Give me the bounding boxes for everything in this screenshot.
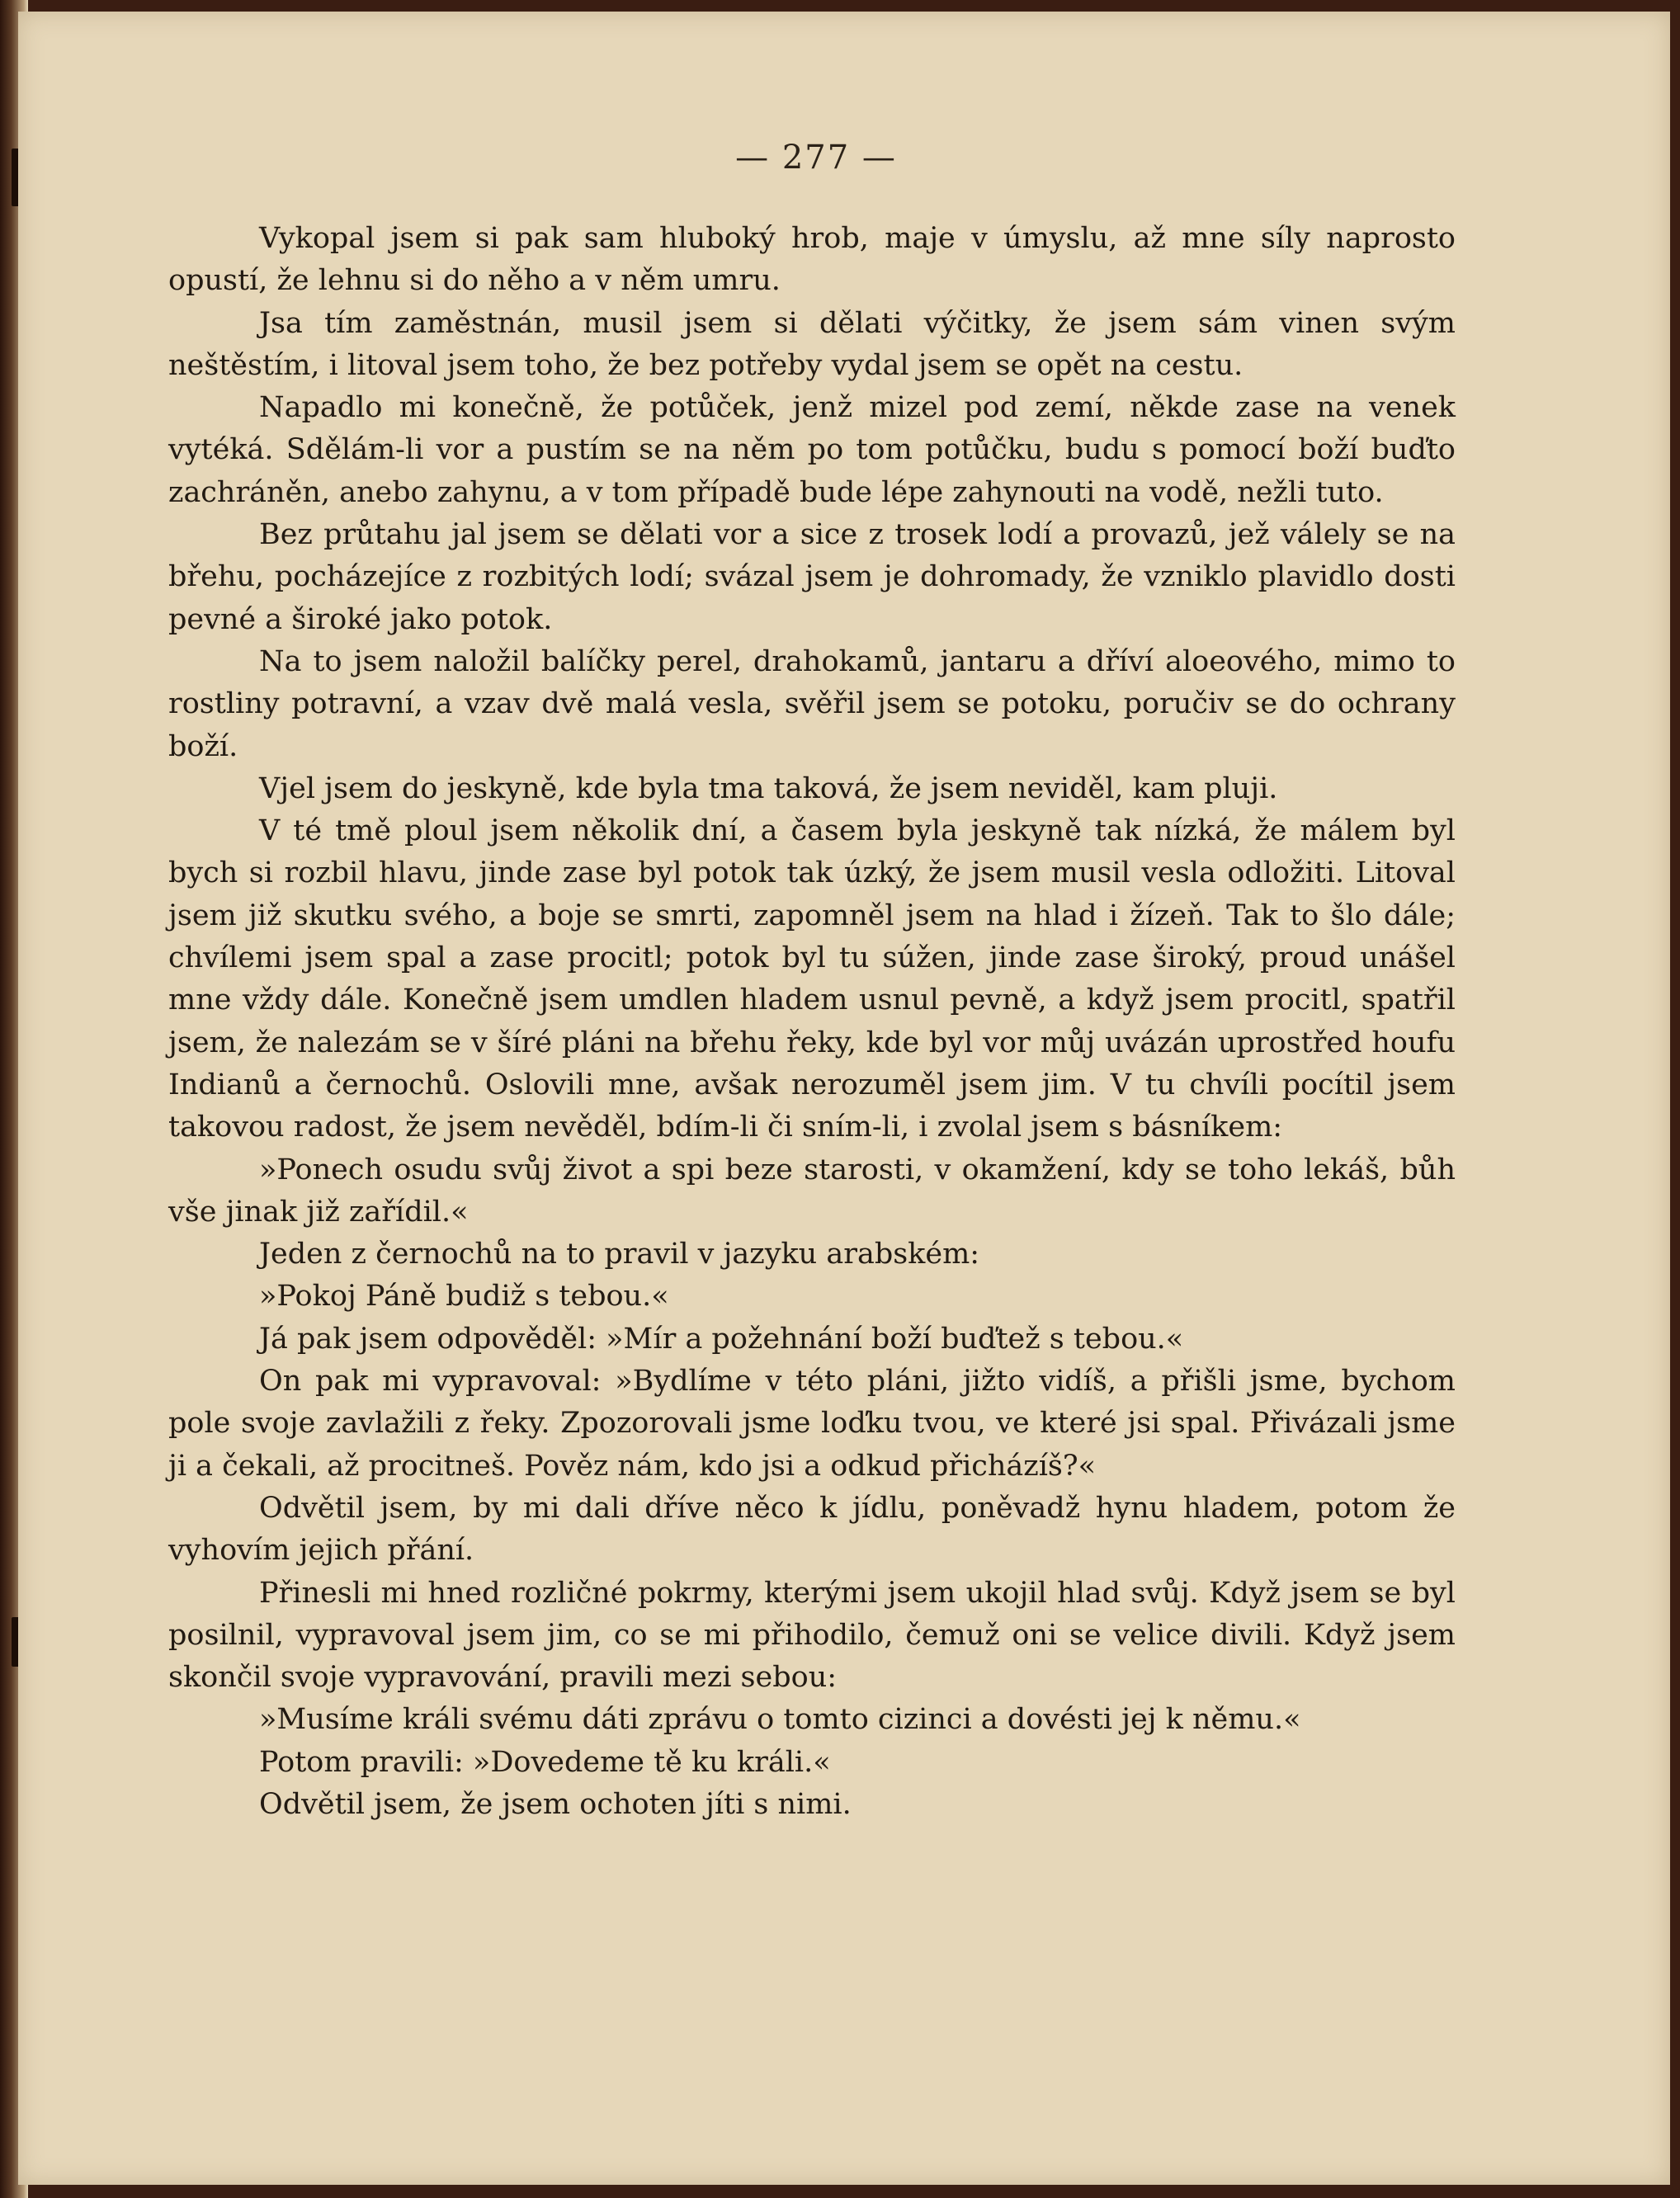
page-number: — 277 —	[735, 139, 897, 177]
paragraph: Přinesli mi hned rozličné pokrmy, kterými jsem ukojil hlad svůj. Když jsem se byl posilnil, vypravoval jsem jim, co se mi přihodilo, čemuž oni se velice divili. Když jsem skončil svoje vypravování, pravili mezi sebou:	[168, 1576, 1456, 1695]
paragraph: On pak mi vypravoval: »Bydlíme v této pláni, jižto vidíš, a přišli jsme, bychom pole svoje zavlažili z řeky. Zpozorovali jsme loďku tvou, ve které jsi spal. Přivázali jsme ji a čekali, až procitneš. Pověz nám, kdo jsi a odkud přicházíš?«	[168, 1365, 1456, 1483]
paragraph: »Musíme králi svému dáti zprávu o tomto cizinci a dovésti jej k němu.«	[259, 1703, 1301, 1737]
paragraph: Vykopal jsem si pak sam hluboký hrob, maje v úmyslu, až mne síly naprosto opustí, že lehnu si do něho a v něm umru.	[168, 222, 1456, 298]
paragraph: Odvětil jsem, by mi dali dříve něco k jídlu, poněvadž hynu hladem, potom že vyhovím jejich přání.	[168, 1491, 1456, 1568]
paragraph: Já pak jsem odpověděl: »Mír a požehnání boží buďtež s tebou.«	[259, 1322, 1184, 1356]
paragraph: Jeden z černochů na to pravil v jazyku arabském:	[259, 1238, 980, 1271]
paragraph: Vjel jsem do jeskyně, kde byla tma taková, že jsem neviděl, kam pluji.	[259, 771, 1278, 805]
paragraph: »Pokoj Páně budiž s tebou.«	[259, 1280, 669, 1314]
paragraph: »Ponech osudu svůj život a spi beze starosti, v okamžení, kdy se toho lekáš, bůh vše jinak již zařídil.«	[168, 1153, 1456, 1229]
paragraph: Odvětil jsem, že jsem ochoten jíti s nimi.	[259, 1787, 852, 1821]
paragraph: Potom pravili: »Dovedeme tě ku králi.«	[259, 1745, 831, 1779]
body-text	[168, 218, 1456, 1826]
paragraph: Jsa tím zaměstnán, musil jsem si dělati výčitky, že jsem sám vinen svým neštěstím, i litoval jsem toho, že bez potřeby vydal jsem se opět na cestu.	[168, 306, 1456, 382]
paragraph: V té tmě ploul jsem několik dní, a časem byla jeskyně tak nízká, že málem byl bych si rozbil hlavu, jinde zase byl potok tak úzký, že jsem musil vesla odložiti. Litoval jsem již skutku svého, a boje se smrti, zapomněl jsem na hlad i žízeň. Tak to šlo dále; chvílemi jsem spal a zase procitl; potok byl tu súžen, jinde zase široký, proud unášel mne vždy dále. Konečně jsem umdlen hladem usnul pevně, a když jsem procitl, spatřil jsem, že nalezám se v šíré pláni na břehu řeky, kde byl vor můj uvázán uprostřed houfu Indianů a černochů. Oslovili mne, avšak nerozuměl jsem jim. V tu chvíli pocítil jsem takovou radost, že jsem nevěděl, bdím-li či sním-li, i zvolal jsem s básníkem:	[168, 814, 1456, 1144]
paragraph: Na to jsem naložil balíčky perel, drahokamů, jantaru a dříví aloeového, mimo to rostliny potravní, a vzav dvě malá vesla, svěřil jsem se potoku, poručiv se do ochrany boží.	[168, 644, 1456, 763]
paragraph: Napadlo mi konečně, že potůček, jenž mizel pod zemí, někde zase na venek vytéká. Sdělám-li vor a pustím se na něm po tom potůčku, budu s pomocí boží buďto zachráněn, anebo zahynu, a v tom případě bude lépe zahynouti na vodě, nežli tuto.	[168, 391, 1456, 509]
paragraph: Bez průtahu jal jsem se dělati vor a sice z trosek lodí a provazů, jež válely se na břehu, pocházejíce z rozbitých lodí; svázal jsem je dohromady, že vzniklo plavidlo dosti pevné a široké jako potok.	[168, 518, 1456, 636]
